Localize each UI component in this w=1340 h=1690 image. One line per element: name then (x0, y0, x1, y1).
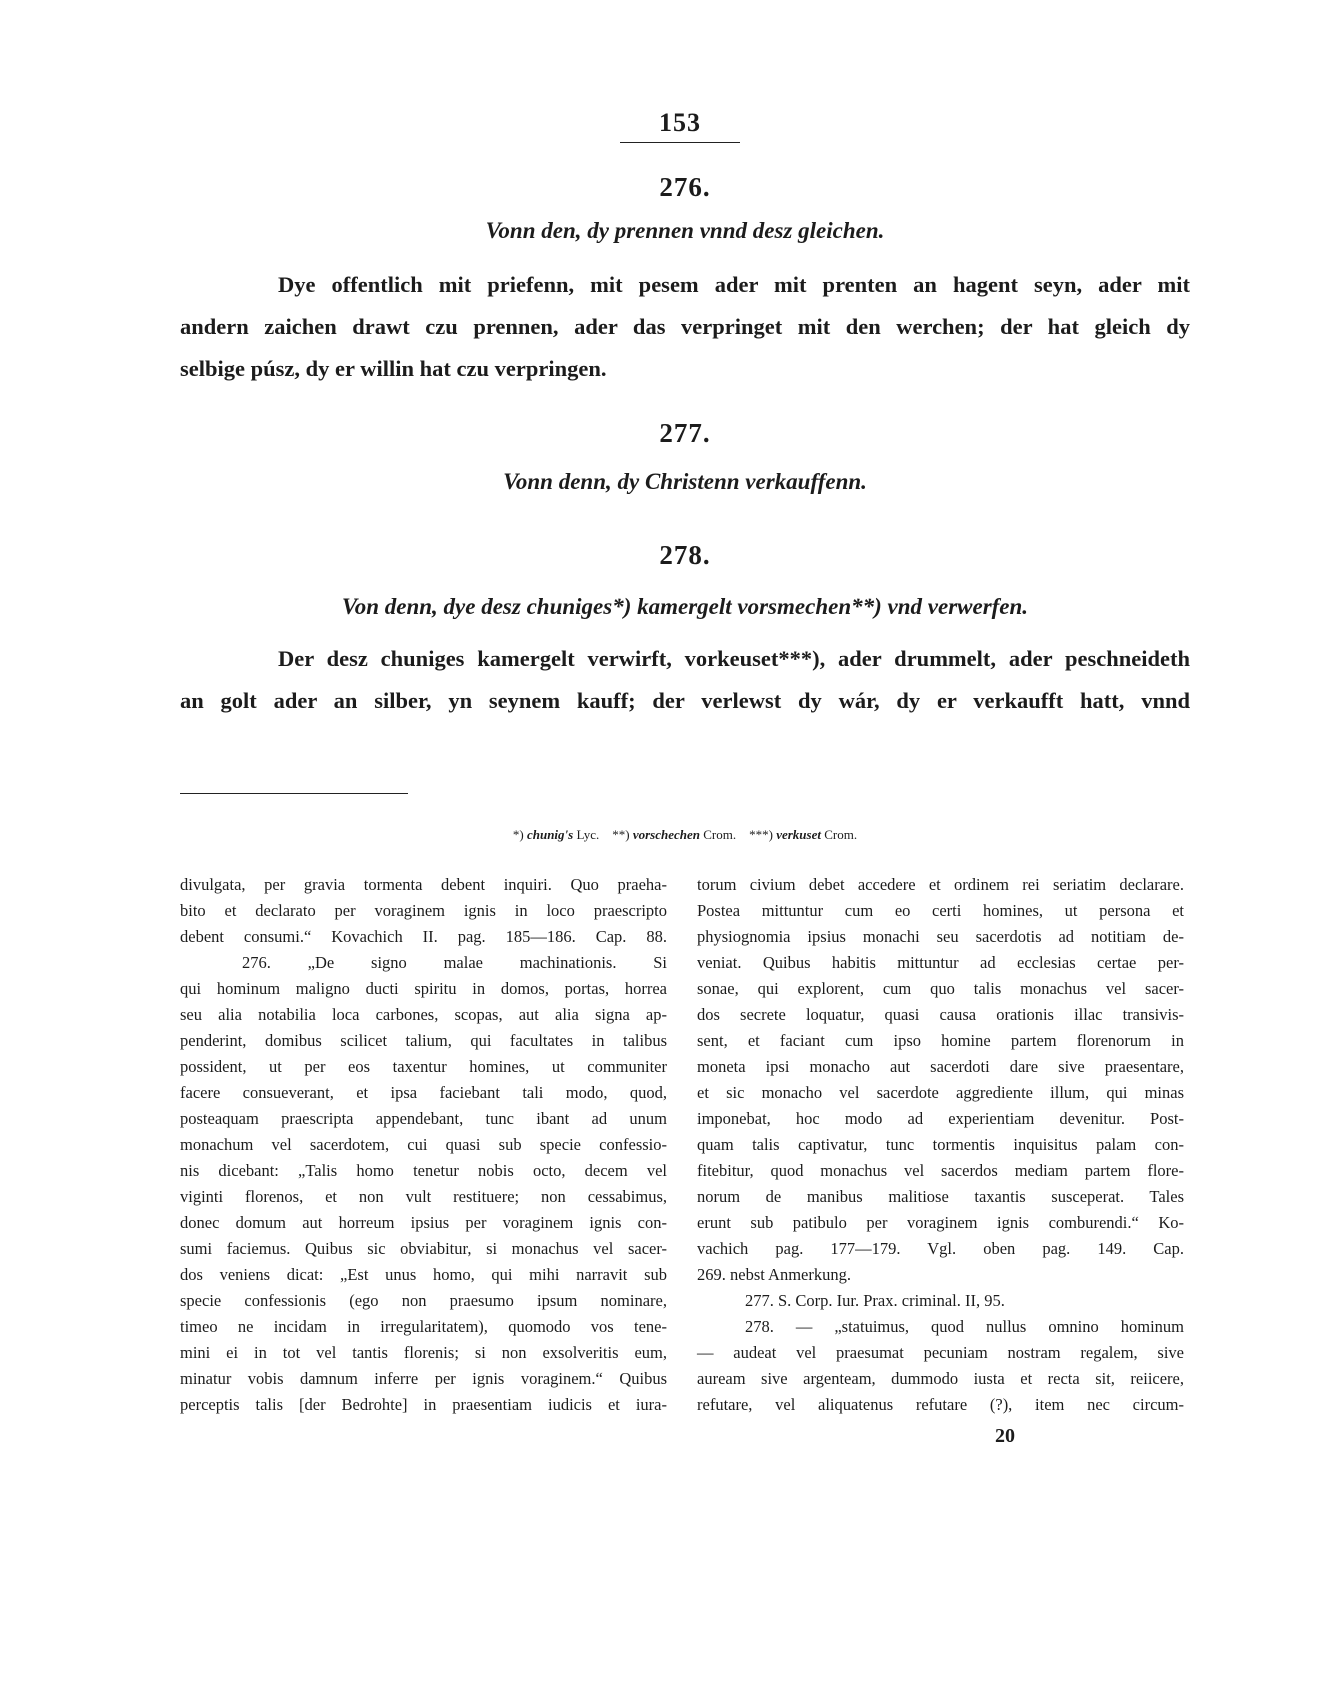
commentary-left-column (180, 872, 667, 1418)
signature-mark: 20 (995, 1425, 1015, 1447)
column-line: refutare, vel aliquatenus refutare (?), item nec circum- (697, 1395, 1184, 1414)
page-number: 153 (659, 108, 701, 137)
column-line: mini ei in tot vel tantis florenis; si non exsolveritis eum, (180, 1343, 667, 1362)
column-line: physiognomia ipsius monachi seu sacerdotis ad notitiam de- (697, 927, 1184, 946)
column-line: Postea mittuntur cum eo certi homines, ut persona et (697, 901, 1184, 920)
column-line: et sic monacho vel sacerdote aggrediente illum, qui minas (697, 1083, 1184, 1102)
paragraph-line: selbige púsz, dy er willin hat czu verpringen. (180, 356, 607, 381)
column-line: dos secrete loquatur, quasi causa orationis illac transivis- (697, 1005, 1184, 1024)
column-line: bito et declarato per voraginem ignis in loco praescripto (180, 901, 667, 920)
column-line: qui hominum maligno ducti spiritu in domos, portas, horrea (180, 979, 667, 998)
column-line: seu alia notabilia loca carbones, scopas, aut alia signa ap- (180, 1005, 667, 1024)
column-line: specie confessionis (ego non praesumo ipsum nominare, (180, 1291, 667, 1310)
column-line: monachum vel sacerdotem, cui quasi sub specie confessio- (180, 1135, 667, 1154)
column-line: vachich pag. 177—179. Vgl. oben pag. 149. Cap. (697, 1239, 1184, 1258)
column-line: penderint, domibus scilicet talium, qui facultates in talibus (180, 1031, 667, 1050)
section-276-paragraph (180, 264, 1190, 390)
footnote-3: ***) verkuset Crom. (749, 827, 858, 842)
column-line: viginti florenos, et non vult restituere; non cessabimus, (180, 1187, 667, 1206)
column-line: minatur vobis damnum inferre per ignis voraginem.“ Quibus (180, 1369, 667, 1388)
section-277-title: Vonn denn, dy Christenn verkauffenn. (503, 469, 867, 494)
paragraph-line: an golt ader an silber, yn seynem kauff; der verlewst dy wár, dy er verkaufft hatt, vnnd (180, 688, 1190, 713)
header-rule (620, 142, 740, 143)
column-line: 277. S. Corp. Iur. Prax. criminal. II, 95. (745, 1291, 1005, 1310)
column-line: sumi faciemus. Quibus sic obviabitur, si monachus vel sacer- (180, 1239, 667, 1258)
column-line: quam talis captivatur, tunc tormentis inquisitus palam con- (697, 1135, 1184, 1154)
column-line: auream sive argenteam, dummodo iusta et recta sit, reiicere, (697, 1369, 1184, 1388)
column-line: 269. nebst Anmerkung. (697, 1265, 851, 1284)
section-278-number: 278. (659, 540, 711, 570)
column-line: dos veniens dicat: „Est unus homo, qui mihi narravit sub (180, 1265, 667, 1284)
column-line: posteaquam praescripta appendebant, tunc ibant ad unum (180, 1109, 667, 1128)
column-line: divulgata, per gravia tormenta debent inquiri. Quo praeha- (180, 875, 667, 894)
column-line: — audeat vel praesumat pecuniam nostram regalem, sive (697, 1343, 1184, 1362)
paragraph-line: Der desz chuniges kamergelt verwirft, vorkeuset***), ader drummelt, ader peschneideth (278, 646, 1190, 671)
section-278-paragraph (180, 638, 1190, 722)
column-line: perceptis talis [der Bedrohte] in praesentiam iudicis et iura- (180, 1395, 667, 1414)
column-line: 276. „De signo malae machinationis. Si (242, 953, 667, 972)
paragraph-line: Dye offentlich mit priefenn, mit pesem ader mit prenten an hagent seyn, ader mit (278, 272, 1190, 297)
column-line: debent consumi.“ Kovachich II. pag. 185—186. Cap. 88. (180, 927, 667, 946)
column-line: imponebat, hoc modo ad experientiam devenitur. Post- (697, 1109, 1184, 1128)
footnote-2: **) vorschechen Crom. (612, 827, 737, 842)
column-line: moneta ipsi monacho aut sacerdoti dare sive praesentare, (697, 1057, 1184, 1076)
column-line: sent, et faciant cum ipso homine partem florenorum in (697, 1031, 1184, 1050)
column-line: donec domum aut horreum ipsius per voraginem ignis con- (180, 1213, 667, 1232)
column-line: erunt sub patibulo per voraginem ignis comburendi.“ Ko- (697, 1213, 1184, 1232)
footnotes (180, 827, 1190, 843)
section-277-number: 277. (659, 418, 711, 448)
paragraph-line: andern zaichen drawt czu prennen, ader das verpringet mit den werchen; der hat gleich dy (180, 314, 1190, 339)
column-line: norum de manibus malitiose taxantis susceperat. Tales (697, 1187, 1184, 1206)
column-line: 278. — „statuimus, quod nullus omnino hominum (745, 1317, 1184, 1336)
column-line: fitebitur, quod monachus vel sacerdos mediam partem flore- (697, 1161, 1184, 1180)
commentary-right-column (697, 872, 1184, 1418)
column-line: nis dicebant: „Talis homo tenetur nobis octo, decem vel (180, 1161, 667, 1180)
column-line: possident, ut per eos taxentur homines, ut communiter (180, 1057, 667, 1076)
section-276-number: 276. (659, 172, 711, 202)
footnote-rule (180, 793, 408, 794)
column-line: timeo ne incidam in irregularitatem), quomodo vos tene- (180, 1317, 667, 1336)
column-line: veniat. Quibus habitis mittuntur ad ecclesias certae per- (697, 953, 1184, 972)
column-line: sonae, qui explorent, cum quo talis monachus vel sacer- (697, 979, 1184, 998)
column-line: torum civium debet accedere et ordinem rei seriatim declarare. (697, 875, 1184, 894)
footnote-1: *) chunig's Lyc. (512, 827, 600, 842)
section-276-title: Vonn den, dy prennen vnnd desz gleichen. (485, 218, 885, 243)
section-278-title: Von denn, dye desz chuniges*) kamergelt vorsmechen**) vnd verwerfen. (341, 594, 1029, 619)
column-line: facere consueverant, et ipsa faciebant tali modo, quod, (180, 1083, 667, 1102)
